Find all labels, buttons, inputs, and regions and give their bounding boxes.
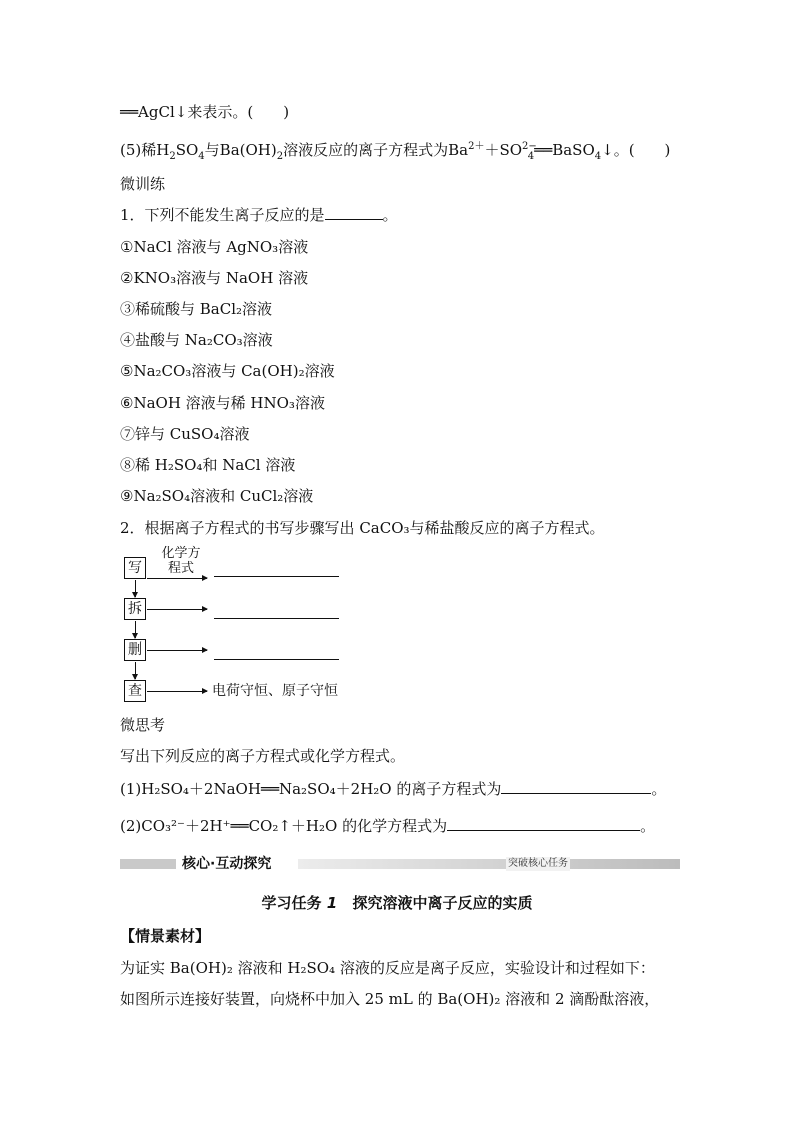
answer-line-split[interactable] — [214, 618, 339, 619]
micro-training-heading: 微训练 — [120, 175, 166, 193]
option-1: ①NaCl 溶液与 AgNO₃溶液 — [120, 238, 309, 256]
check-text: 电荷守恒、原子守恒 — [212, 683, 338, 699]
arrow-down — [135, 580, 136, 597]
micro-thinking-intro: 写出下列反应的离子方程式或化学方程式。 — [120, 747, 406, 765]
material-heading: 【情景素材】 — [120, 927, 211, 945]
continuation-line: ══AgCl↓来表示。( ) — [120, 103, 290, 121]
option-9: ⑨Na₂SO₄溶液和 CuCl₂溶液 — [120, 487, 314, 505]
option-3: ③稀硫酸与 BaCl₂溶液 — [120, 300, 273, 318]
banner-tag: 突破核心任务 — [508, 858, 568, 869]
equation-1: (1)H₂SO₄＋2NaOH══Na₂SO₄＋2H₂O 的离子方程式为 。 — [120, 780, 667, 798]
material-paragraph-2: 如图所示连接好装置，向烧杯中加入 25 mL 的 Ba(OH)₂ 溶液和 2 滴酚酞溶液， — [120, 990, 660, 1008]
arrow-right — [147, 609, 207, 610]
option-6: ⑥NaOH 溶液与稀 HNO₃溶液 — [120, 394, 325, 412]
banner-title: 核心·互动探究 — [182, 856, 272, 872]
item-5: (5)稀$H_2SO_4$与$Ba(OH)_2$溶液反应的离子方程式为$Ba^{2+}+SO^{2-}_4══BaSO_4↓$。( ) — [120, 141, 671, 162]
answer-line-write[interactable] — [214, 576, 339, 577]
equation-2: (2)CO₃²⁻＋2H⁺══CO₂↑＋H₂O 的化学方程式为 。 — [120, 817, 656, 835]
question-1: 1．下列不能发生离子反应的是 。 — [120, 206, 398, 224]
arrow-down — [135, 621, 136, 638]
option-7: ⑦锌与 CuSO₄溶液 — [120, 425, 250, 443]
task-title: 学习任务 1 探究溶液中离子反应的实质 — [261, 894, 533, 912]
answer-blank[interactable] — [447, 816, 640, 831]
option-4: ④盐酸与 Na₂CO₃溶液 — [120, 331, 273, 349]
option-8: ⑧稀 H₂SO₄和 NaCl 溶液 — [120, 456, 296, 474]
step-delete: 删 — [124, 639, 146, 661]
arrow-right — [147, 650, 207, 651]
answer-line-delete[interactable] — [214, 659, 339, 660]
option-5: ⑤Na₂CO₃溶液与 Ca(OH)₂溶液 — [120, 362, 335, 380]
arrow-right — [147, 691, 207, 692]
step-split: 拆 — [124, 598, 146, 620]
arrow-right — [147, 578, 207, 579]
arrow-down — [135, 662, 136, 679]
answer-blank[interactable] — [501, 779, 651, 794]
section-banner — [120, 856, 680, 872]
step-write-label-2: 程式 — [167, 561, 194, 576]
answer-blank[interactable] — [325, 205, 383, 220]
step-check: 查 — [124, 680, 146, 702]
option-2: ②KNO₃溶液与 NaOH 溶液 — [120, 269, 309, 287]
material-paragraph-1: 为证实 Ba(OH)₂ 溶液和 H₂SO₄ 溶液的反应是离子反应，实验设计和过程如下： — [120, 959, 655, 977]
banner-bar-right — [298, 859, 680, 869]
banner-bar-left — [120, 859, 176, 869]
micro-thinking-heading: 微思考 — [120, 716, 166, 734]
step-write: 写 — [124, 557, 146, 579]
question-2: 2．根据离子方程式的书写步骤写出 CaCO₃与稀盐酸反应的离子方程式。 — [120, 519, 605, 537]
step-write-label-1: 化学方 — [161, 546, 201, 561]
